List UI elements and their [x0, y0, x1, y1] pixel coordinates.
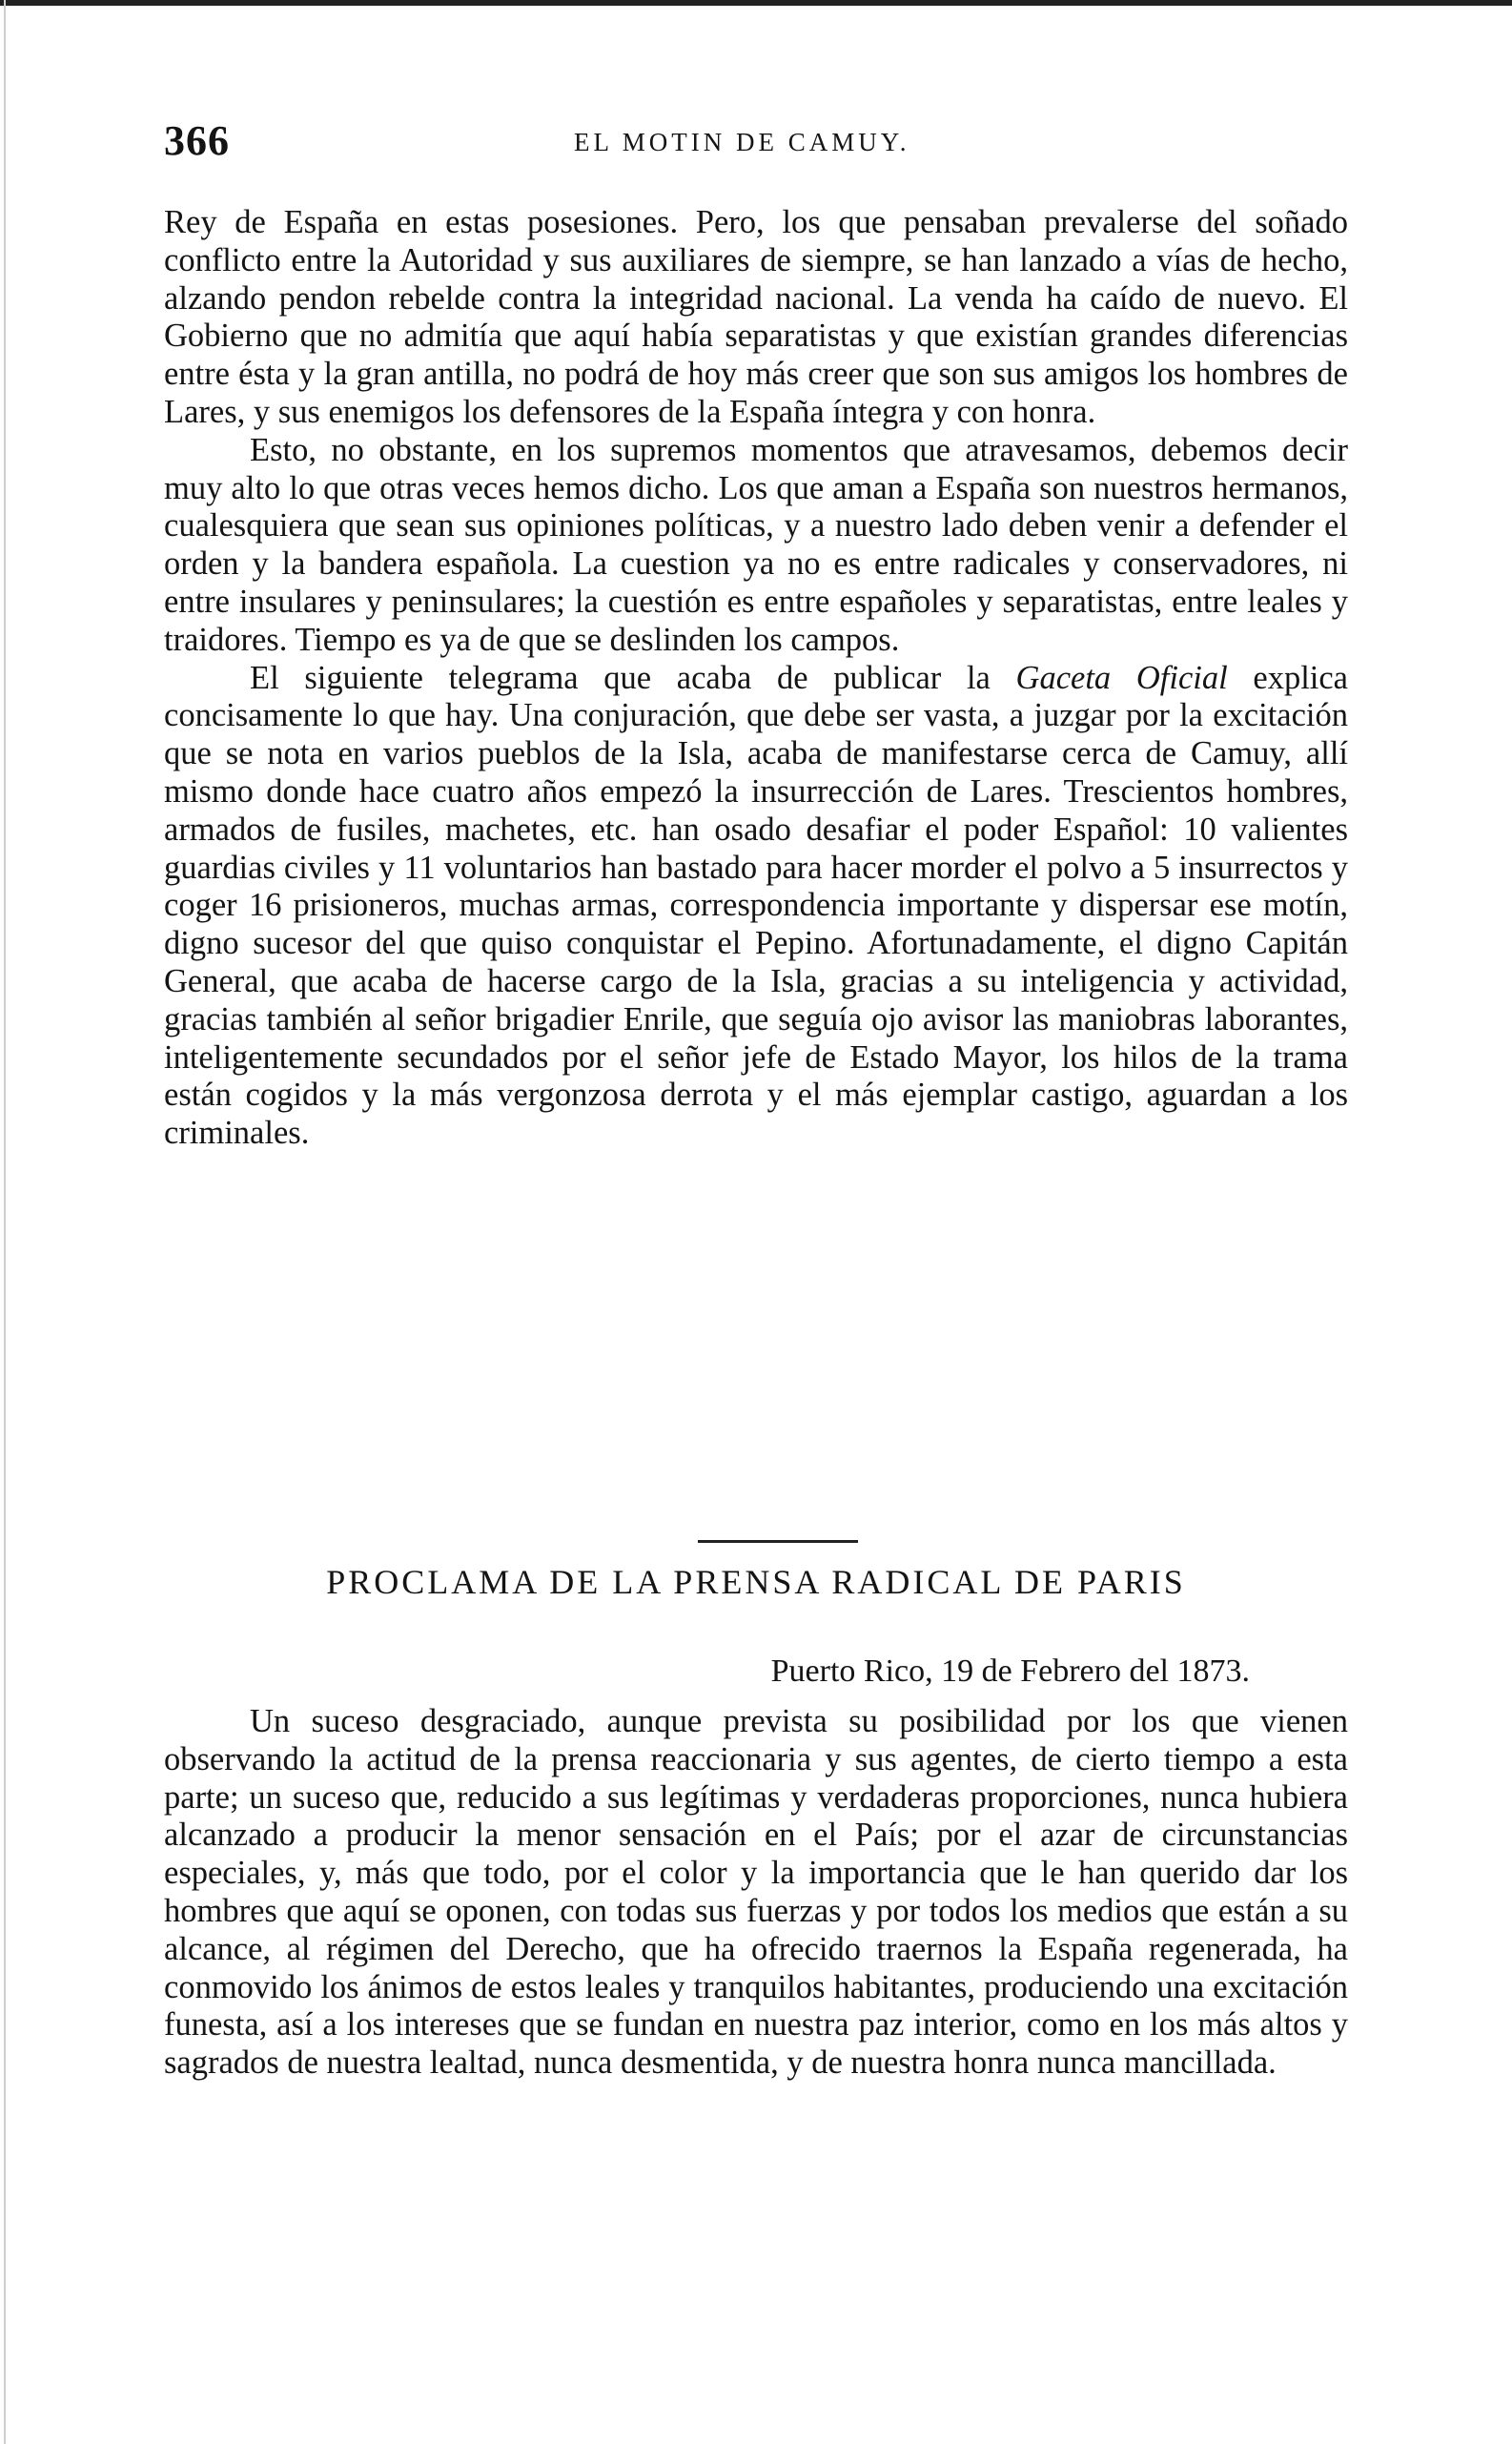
paragraph-telegram [164, 660, 1348, 1153]
body-text-block [164, 204, 1348, 1153]
page-header [164, 116, 1348, 166]
page-number: 366 [164, 117, 230, 164]
paragraph-continuation: Rey de España en estas posesiones. Pero, los que pensaban prevalerse del soñado conflicto entre la Autoridad y sus auxiliares de siempre, se han lanzado a vías de hecho, alzando pendon rebelde contra la integridad nacional. La venda ha caído de nuevo. El Gobierno que no admitía que aquí había separatistas y que existían grandes diferencias entre ésta y la gran antilla, no podrá de hoy más creer que son sus amigos los hombres de Lares, y sus enemigos los defensores de la España íntegra y con honra. [164, 204, 1348, 430]
section-divider [698, 1540, 858, 1543]
paragraph-appeal: Esto, no obstante, en los supremos momentos que atravesamos, debemos decir muy alto lo que otras veces hemos dicho. Los que aman a España son nuestros hermanos, cualesquiera que sean sus opiniones políticas, y a nuestro lado deben venir a defender el orden y la bandera española. La cuestion ya no es entre radicales y conservadores, ni entre insulares y peninsulares; la cuestión es entre españoles y separatistas, entre leales y traidores. Tiempo es ya de que se deslinden los campos. [164, 431, 1348, 658]
proclamation-text-block [164, 1659, 1348, 2083]
paragraph-proclamation: Un suceso desgraciado, aunque prevista su posibilidad por los que vienen observando la actitud de la prensa reaccionaria y sus agentes, de cierto tiempo a esta parte; un suceso que, reducido a sus legítimas y verdaderas proporciones, nunca hubiera alcanzado a producir la menor sensación en el País; por el azar de circunstancias especiales, y, más que todo, por el color y la importancia que le han querido dar los hombres que aquí se oponen, con todas sus fuerzas y por todos los medios que están a su alcance, al régimen del Derecho, que ha ofrecido traernos la España regenerada, ha conmovido los ánimos de estos leales y tranquilos habitantes, produciendo una excitación funesta, así a los intereses que se fundan en nuestra paz interior, como en los más altos y sagrados de nuestra lealtad, nunca desmentida, y de nuestra honra nunca mancillada. [164, 1703, 1348, 2082]
gazette-title: Gaceta Oficial [1015, 659, 1228, 696]
telegram-text-after: explica concisamente lo que hay. Una conjuración, que debe ser vasta, a juzgar por la excitación que se nota en varios pueblos de la Isla, acaba de manifestarse cerca de Camuy, allí mismo donde hace cuatro años empezó la insurrección de Lares. Trescientos hombres, armados de fusiles, machetes, etc. han osado desafiar el poder Español: 10 valientes guardias civiles y 11 voluntarios han bastado para hacer morder el polvo a 5 insurrectos y coger 16 prisioneros, muchas armas, correspondencia importante y dispersar ese motín, digno sucesor del que quiso conquistar el Pepino. Afortunadamente, el digno Capitán General, que acaba de hacerse cargo de la Isla, gracias a su inteligencia y actividad, gracias también al señor brigadier Enrile, que seguía ojo avisor las maniobras laborantes, inteligentemente secundados por el señor jefe de Estado Mayor, los hilos de la trama están cogidos y la más vergonzosa derrota y el más ejemplar castigo, aguardan a los criminales. [164, 659, 1348, 1152]
running-head: EL MOTIN DE CAMUY. [574, 128, 910, 156]
page-left-edge [4, 0, 6, 2444]
top-edge-rule [0, 0, 1512, 6]
telegram-text-before: El siguiente telegrama que acaba de publicar la [250, 659, 1016, 696]
section-heading: PROCLAMA DE LA PRENSA RADICAL DE PARIS [326, 1563, 1186, 1601]
dateline: Puerto Rico, 19 de Febrero del 1873. [770, 1653, 1250, 1689]
